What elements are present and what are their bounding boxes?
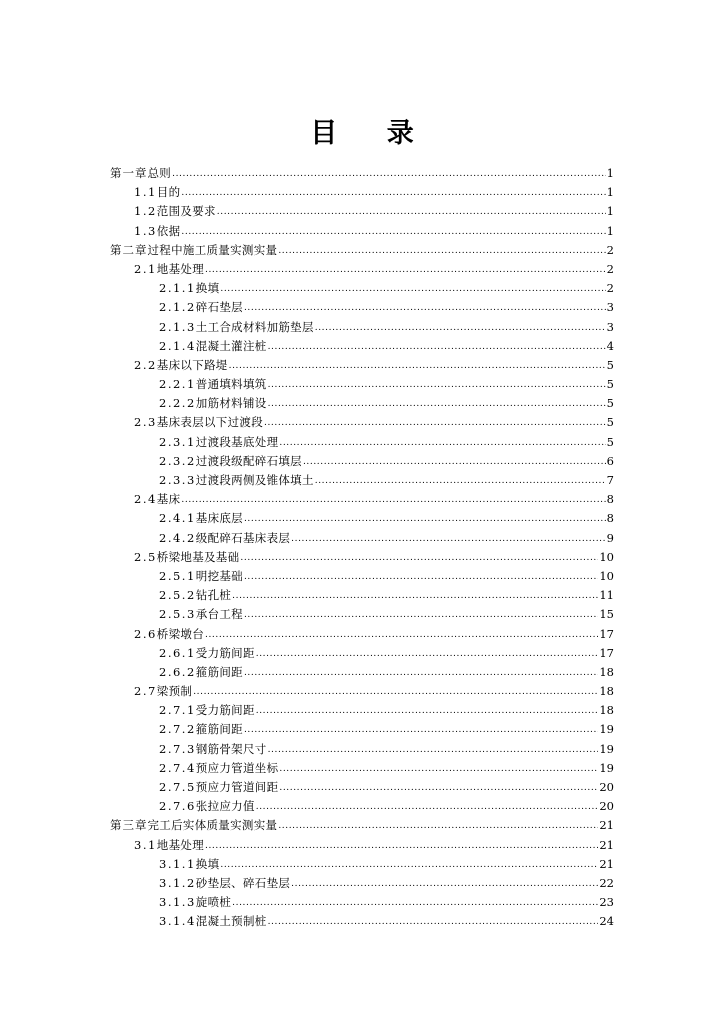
toc-entry-label: 完工后实体质量实测实量 [147,818,278,833]
toc-subsection-entry[interactable] [110,663,614,682]
toc-subsection-entry[interactable] [110,337,614,356]
toc-entry-label: 过渡段两侧及锥体填土 [195,473,314,487]
toc-entry-label: 钻孔桩 [195,588,232,603]
toc-page-number: 18 [599,684,614,699]
toc-dot-leader [291,875,598,894]
toc-entry-number: 2.3.3 [159,473,196,487]
toc-page-number: 18 [599,664,614,679]
toc-subsection-entry[interactable] [110,605,614,624]
toc-subsection-entry[interactable] [110,893,614,912]
toc-subsection-entry[interactable] [110,375,614,394]
toc-entry-number: 第二章 [110,242,148,257]
toc-dot-leader [279,434,605,453]
toc-subsection-entry[interactable] [110,740,614,759]
toc-chapter-entry[interactable] [110,241,614,260]
toc-entry-number: 2.7.6 [159,799,196,814]
toc-entry-label: 基床底层 [195,511,243,526]
toc-entry-label: 混凝土预制桩 [195,914,267,929]
toc-subsection-entry[interactable] [110,586,614,605]
toc-dot-leader [181,223,605,242]
toc-entry-label: 承台工程 [195,607,243,622]
toc-page-number: 6 [606,453,614,468]
toc-entry-label: 受力筋间距 [195,703,255,718]
toc-dot-leader [181,184,605,203]
toc-section-entry[interactable] [110,222,614,241]
toc-subsection-entry[interactable] [110,529,614,548]
toc-entry-number: 2.7.3 [159,741,196,756]
toc-page-number: 1 [606,204,614,219]
toc-page-number: 5 [606,415,614,430]
toc-entry-number: 2.7.2 [159,722,196,737]
toc-page-number: 2 [606,281,614,296]
toc-entry-number: 2.5.3 [159,607,196,622]
toc-dot-leader [244,721,598,740]
toc-entry-label: 旋喷桩 [195,895,232,910]
toc-page-number: 1 [606,185,614,200]
toc-dot-leader [240,549,598,568]
toc-page-number: 21 [599,818,614,833]
toc-entry-label: 桥梁地基及基础 [156,549,240,564]
toc-dot-leader [268,376,606,395]
toc-entry-number: 1.1 [134,185,157,200]
toc-subsection-entry[interactable] [110,644,614,663]
toc-subsection-entry[interactable] [110,778,614,797]
toc-dot-leader [193,683,598,702]
toc-dot-leader [232,587,598,606]
toc-entry-number: 2.1.1 [159,281,196,296]
toc-subsection-entry[interactable] [110,279,614,298]
toc-page-number: 19 [599,741,614,756]
toc-subsection-entry[interactable] [110,471,614,490]
toc-subsection-entry[interactable] [110,874,614,893]
toc-dot-leader [278,242,605,261]
toc-entry-number: 第一章 [110,166,148,180]
toc-chapter-entry[interactable] [110,164,614,183]
toc-entry-label: 地基处理 [156,837,204,852]
toc-section-entry[interactable] [110,413,614,432]
toc-entry-number: 2.6.1 [159,645,196,660]
toc-entry-label: 混凝土灌注桩 [195,338,267,353]
toc-page-number: 24 [599,914,614,929]
toc-dot-leader [278,817,598,836]
toc-entry-number: 2.2.2 [159,396,196,411]
toc-section-entry[interactable] [110,490,614,509]
toc-entry-label: 基床 [156,492,181,507]
toc-entry-label: 张拉应力值 [195,799,255,814]
toc-section-entry[interactable] [110,836,614,855]
toc-entry-number: 2.1.2 [159,300,196,315]
toc-dot-leader [279,760,598,779]
page-title: 目 录 [310,118,434,150]
toc-dot-leader [244,664,598,683]
toc-subsection-entry[interactable] [110,759,614,778]
toc-page-number: 1 [606,166,614,180]
toc-page-number: 9 [606,530,614,545]
toc-subsection-entry[interactable] [110,797,614,816]
toc-page-number: 21 [599,856,614,871]
toc-entry-number: 2.5.1 [159,568,196,583]
toc-dot-leader [315,319,606,338]
toc-dot-leader [256,798,599,817]
toc-entry-number: 2.1 [134,261,157,276]
toc-page-number: 21 [599,837,614,852]
toc-entry-number: 2.7.1 [159,703,196,718]
toc-entry-label: 总则 [147,166,172,180]
toc-page-number: 17 [599,626,614,641]
toc-entry-label: 依据 [156,223,181,238]
toc-subsection-entry[interactable] [110,452,614,471]
toc-entry-label: 换填 [195,856,220,871]
toc-subsection-entry[interactable] [110,298,614,317]
toc-section-entry[interactable] [110,682,614,701]
toc-entry-label: 预应力管道间距 [195,780,279,794]
toc-entry-number: 2.4.2 [159,530,196,545]
toc-entry-number: 2.1.4 [159,338,196,353]
toc-dot-leader [205,261,606,280]
toc-section-entry[interactable] [110,625,614,644]
toc-page-number: 11 [599,588,614,603]
toc-entry-number: 2.6 [134,626,157,641]
toc-page-number: 5 [606,357,614,372]
toc-entry-label: 桥梁墩台 [156,626,204,641]
toc-subsection-entry[interactable] [110,394,614,413]
toc-entry-number: 1.3 [134,223,157,238]
toc-dot-leader [279,779,598,798]
toc-entry-label: 普通填料填筑 [195,377,267,392]
toc-entry-number: 2.3.2 [159,453,196,468]
toc-subsection-entry[interactable] [110,433,614,452]
toc-entry-label: 箍筋间距 [195,664,243,679]
toc-dot-leader [264,414,606,433]
toc-entry-label: 过渡段级配碎石填层 [195,453,302,468]
toc-entry-number: 2.3.1 [159,434,196,449]
toc-entry-number: 2.1.3 [159,319,196,334]
toc-page-number: 10 [599,568,614,583]
toc-dot-leader [205,626,598,645]
toc-dot-leader [220,280,605,299]
toc-page-number: 17 [599,645,614,660]
toc-dot-leader [291,530,606,549]
toc-page-number: 3 [606,300,614,315]
toc-dot-leader [256,645,599,664]
toc-dot-leader [256,702,599,721]
toc-section-entry[interactable] [110,356,614,375]
toc-dot-leader [217,203,606,222]
toc-entry-number: 3.1.3 [159,895,196,910]
toc-page-number: 19 [599,722,614,737]
toc-entry-label: 砂垫层、碎石垫层 [195,875,291,890]
toc-entry-label: 加筋材料铺设 [195,396,267,411]
table-of-contents [110,164,614,932]
toc-dot-leader [244,510,606,529]
toc-entry-label: 范围及要求 [156,204,216,219]
toc-entry-number: 3.1.2 [159,875,196,890]
toc-chapter-entry[interactable] [110,816,614,835]
toc-dot-leader [268,338,606,357]
toc-page-number: 8 [606,511,614,526]
toc-dot-leader [268,913,599,932]
toc-entry-label: 过程中施工质量实测实量 [147,242,278,257]
toc-entry-label: 换填 [195,281,220,296]
toc-entry-number: 2.2 [134,357,157,372]
toc-dot-leader [244,568,598,587]
toc-entry-number: 2.7.5 [159,780,196,794]
toc-dot-leader [315,472,606,491]
toc-page-number: 23 [599,895,614,910]
toc-dot-leader [220,856,598,875]
toc-subsection-entry[interactable] [110,701,614,720]
toc-page-number: 22 [599,875,614,890]
toc-page-number: 1 [606,223,614,238]
toc-subsection-entry[interactable] [110,318,614,337]
toc-entry-label: 基床以下路堤 [156,357,228,372]
toc-section-entry[interactable] [110,202,614,221]
toc-page-number: 5 [606,396,614,411]
toc-entry-number: 3.1 [134,837,157,852]
toc-subsection-entry[interactable] [110,912,614,931]
toc-entry-label: 级配碎石基床表层 [195,530,291,545]
toc-page-number: 4 [606,338,614,353]
toc-page-number: 8 [606,492,614,507]
toc-page-number: 3 [606,319,614,334]
toc-entry-label: 碎石垫层 [195,300,243,315]
toc-page-number: 18 [599,703,614,718]
toc-dot-leader [268,741,599,760]
toc-entry-number: 2.3 [134,415,157,430]
toc-page-number: 20 [599,799,614,814]
toc-dot-leader [244,299,606,318]
toc-subsection-entry[interactable] [110,509,614,528]
toc-dot-leader [268,395,606,414]
toc-entry-number: 2.7.4 [159,760,196,775]
toc-entry-number: 3.1.4 [159,914,196,929]
toc-entry-label: 钢筋骨架尺寸 [195,741,267,756]
toc-dot-leader [229,357,606,376]
toc-entry-label: 箍筋间距 [195,722,243,737]
toc-entry-number: 2.6.2 [159,664,196,679]
toc-entry-number: 2.5.2 [159,588,196,603]
toc-page-number: 10 [599,549,614,564]
toc-page-number: 5 [606,434,614,449]
toc-entry-number: 2.2.1 [159,377,196,392]
toc-page-number: 15 [599,607,614,622]
toc-entry-label: 明挖基础 [195,568,243,583]
toc-dot-leader [181,491,605,510]
toc-entry-number: 3.1.1 [159,856,196,871]
toc-dot-leader [232,894,598,913]
toc-page-number: 5 [606,377,614,392]
toc-subsection-entry[interactable] [110,567,614,586]
toc-page-number: 20 [599,780,614,794]
toc-page-number: 7 [606,473,614,487]
toc-page-number: 2 [606,242,614,257]
toc-entry-label: 过渡段基底处理 [195,434,279,449]
toc-entry-number: 2.7 [134,684,157,699]
toc-section-entry[interactable] [110,548,614,567]
toc-entry-label: 基床表层以下过渡段 [156,415,263,430]
toc-dot-leader [244,606,598,625]
toc-entry-label: 受力筋间距 [195,645,255,660]
toc-entry-number: 2.4 [134,492,157,507]
toc-entry-number: 2.5 [134,549,157,564]
toc-dot-leader [205,837,598,856]
toc-entry-label: 梁预制 [156,684,193,699]
toc-section-entry[interactable] [110,260,614,279]
toc-entry-label: 预应力管道坐标 [195,760,279,775]
toc-entry-label: 土工合成材料加筋垫层 [195,319,314,334]
toc-entry-number: 2.4.1 [159,511,196,526]
toc-entry-number: 1.2 [134,204,157,219]
toc-page-number: 19 [599,760,614,775]
toc-dot-leader [303,453,606,472]
toc-dot-leader [172,165,606,184]
toc-subsection-entry[interactable] [110,855,614,874]
toc-entry-label: 目的 [156,185,181,200]
toc-section-entry[interactable] [110,183,614,202]
toc-entry-label: 地基处理 [156,261,204,276]
toc-page-number: 2 [606,261,614,276]
toc-entry-number: 第三章 [110,818,148,833]
toc-subsection-entry[interactable] [110,720,614,739]
